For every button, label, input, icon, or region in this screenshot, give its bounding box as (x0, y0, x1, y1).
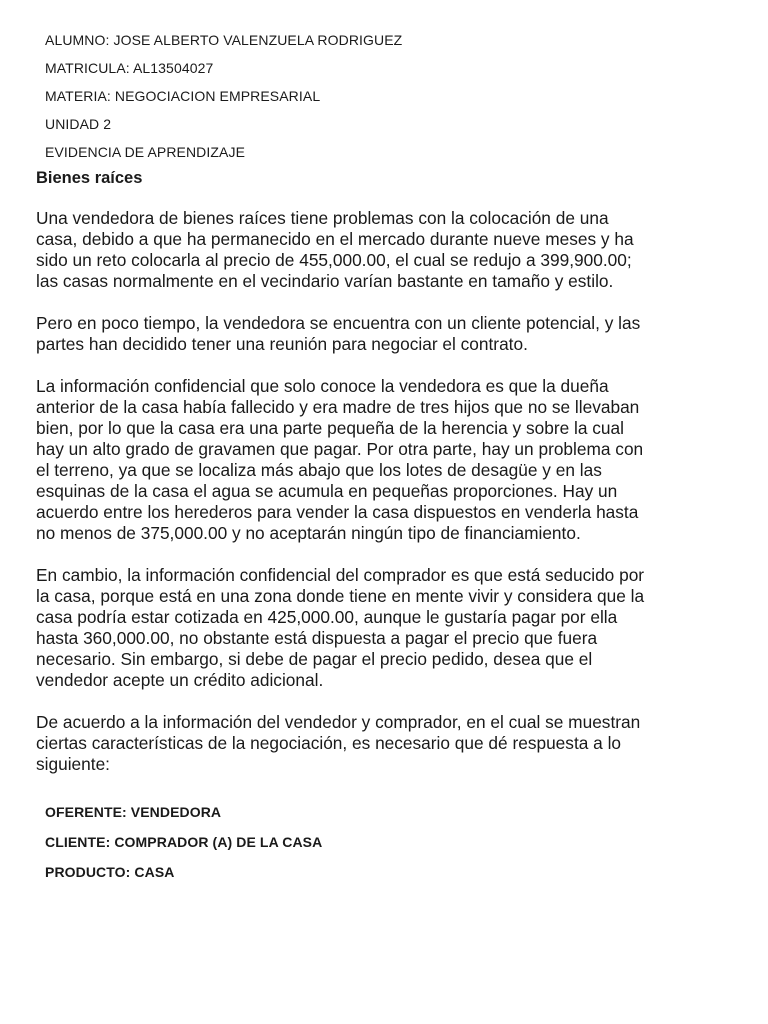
paragraph-line: anterior de la casa había fallecido y era madre de tres hijos que no se llevaban (36, 397, 640, 417)
assignment-line: EVIDENCIA DE APRENDIZAJE (45, 144, 246, 160)
paragraph-line: acuerdo entre los herederos para vender la casa dispuestos en venderla hasta (36, 502, 639, 522)
paragraph-line: bien, por lo que la casa era una parte pequeña de la herencia y sobre la cual (36, 418, 624, 438)
summary-client: CLIENTE: COMPRADOR (A) DE LA CASA (45, 834, 323, 850)
body-paragraph (36, 208, 736, 292)
paragraph-line: hay un alto grado de gravamen que pagar. Por otra parte, hay un problema con (36, 439, 644, 459)
body-paragraph (36, 376, 736, 544)
paragraph-line: hasta 360,000.00, no obstante está dispuesta a pagar el precio que fuera (36, 628, 598, 648)
paragraph-line: De acuerdo a la información del vendedor y comprador, en el cual se muestran (36, 712, 641, 732)
summary-offerer: OFERENTE: VENDEDORA (45, 804, 222, 820)
paragraph-line: Una vendedora de bienes raíces tiene problemas con la colocación de una (36, 208, 609, 228)
negotiation-summary (45, 797, 322, 887)
course-line: MATERIA: NEGOCIACION EMPRESARIAL (45, 88, 321, 104)
paragraph-line: la casa, porque está en una zona donde tiene en mente vivir y considera que la (36, 586, 645, 606)
paragraph-line: En cambio, la información confidencial del comprador es que está seducido por (36, 565, 645, 585)
summary-product: PRODUCTO: CASA (45, 864, 175, 880)
unit-line: UNIDAD 2 (45, 116, 112, 132)
body-paragraph (36, 565, 736, 691)
body-paragraph (36, 712, 736, 775)
paragraph-line: el terreno, ya que se localiza más abajo que los lotes de desagüe y en las (36, 460, 602, 480)
paragraph-line: necesario. Sin embargo, si debe de pagar el precio pedido, desea que el (36, 649, 593, 669)
paragraph-line: La información confidencial que solo conoce la vendedora es que la dueña (36, 376, 609, 396)
paragraph-line: sido un reto colocarla al precio de 455,000.00, el cual se redujo a 399,900.00; (36, 250, 632, 270)
student-name-line: ALUMNO: JOSE ALBERTO VALENZUELA RODRIGUEZ (45, 32, 403, 48)
body-paragraph (36, 313, 736, 355)
paragraph-line: partes han decidido tener una reunión para negociar el contrato. (36, 334, 528, 354)
document-title: Bienes raíces (36, 169, 143, 187)
paragraph-line: siguiente: (36, 754, 110, 774)
paragraph-line: no menos de 375,000.00 y no aceptarán ningún tipo de financiamiento. (36, 523, 581, 543)
student-header (45, 26, 402, 166)
paragraph-line: las casas normalmente en el vecindario varían bastante en tamaño y estilo. (36, 271, 614, 291)
student-id-line: MATRICULA: AL13504027 (45, 60, 214, 76)
paragraph-line: ciertas características de la negociación, es necesario que dé respuesta a lo (36, 733, 622, 753)
paragraph-line: esquinas de la casa el agua se acumula en pequeñas proporciones. Hay un (36, 481, 618, 501)
paragraph-line: vendedor acepte un crédito adicional. (36, 670, 324, 690)
paragraph-line: casa, debido a que ha permanecido en el mercado durante nueve meses y ha (36, 229, 634, 249)
paragraph-line: Pero en poco tiempo, la vendedora se encuentra con un cliente potencial, y las (36, 313, 641, 333)
document-body (36, 208, 736, 796)
paragraph-line: casa podría estar cotizada en 425,000.00, aunque le gustaría pagar por ella (36, 607, 618, 627)
